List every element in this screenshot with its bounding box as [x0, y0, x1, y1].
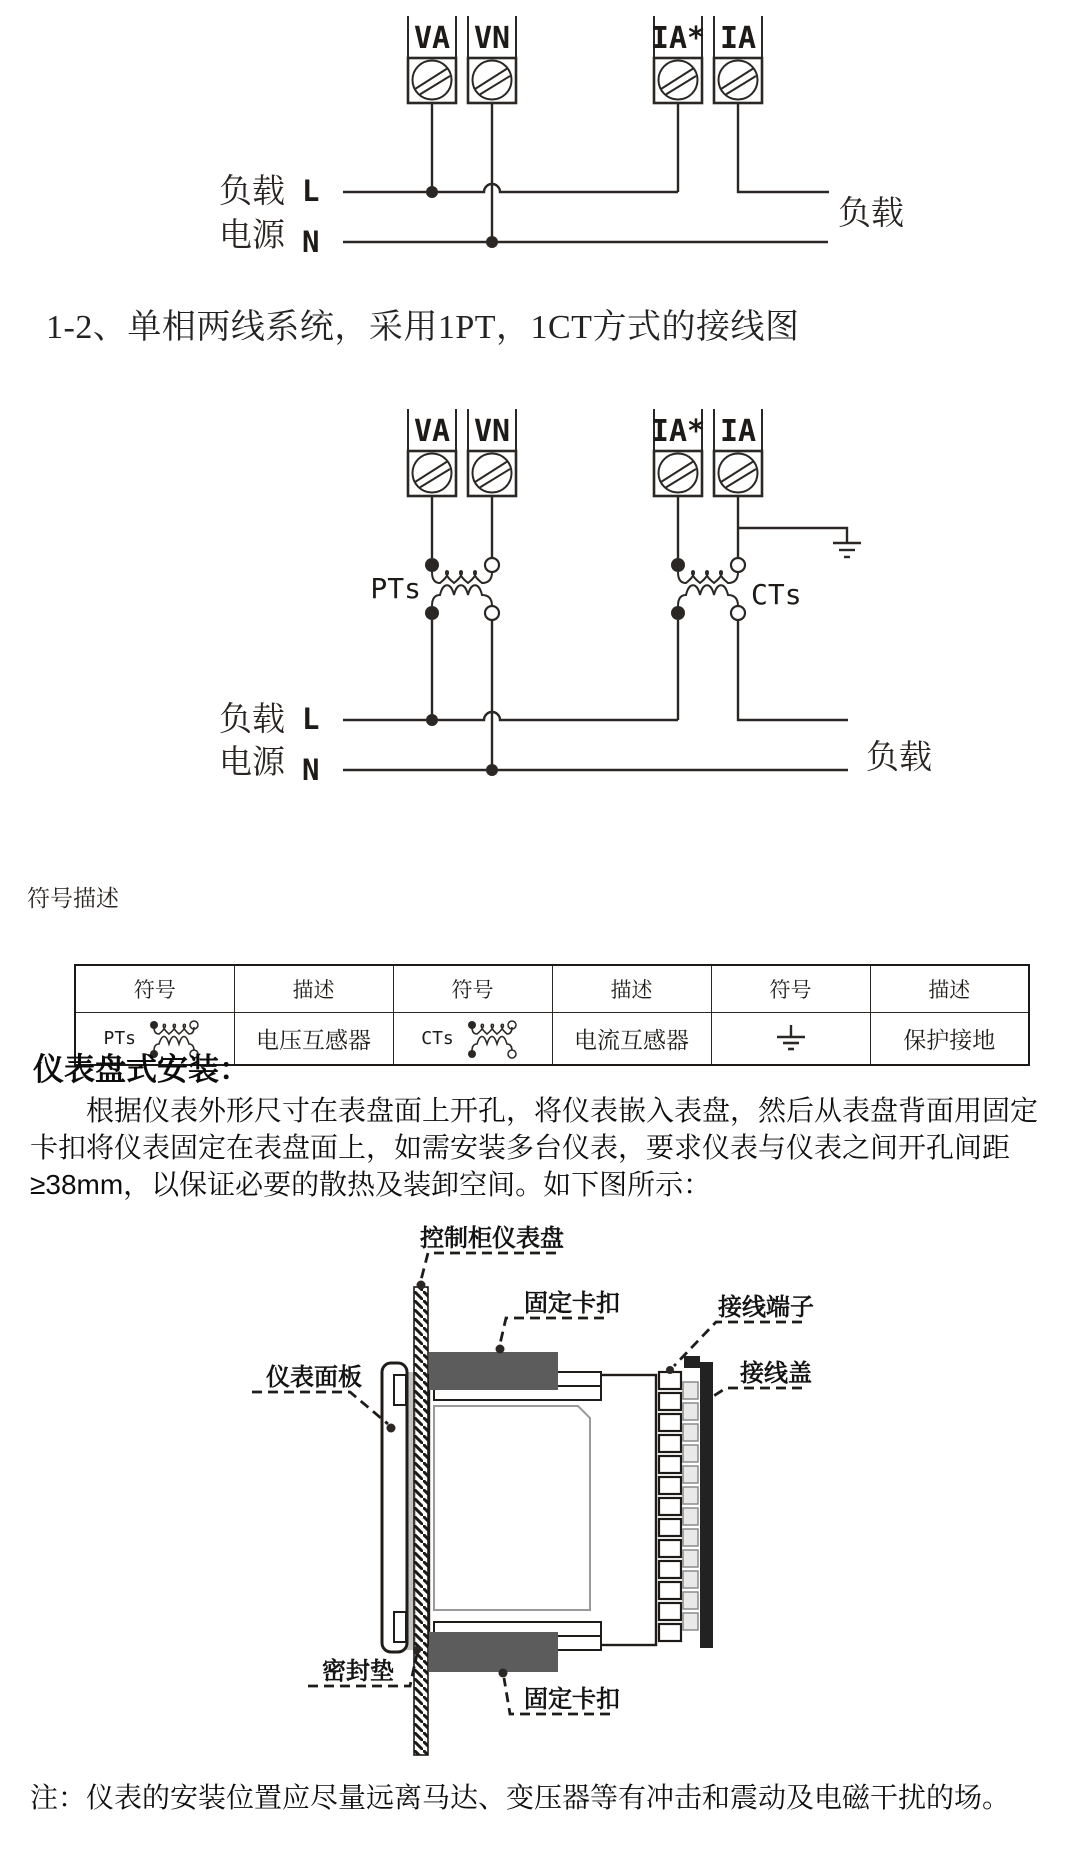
pt-transformer	[370, 496, 499, 620]
meter-front-bezel	[382, 1363, 407, 1652]
ct-symbol-cell	[393, 1013, 552, 1066]
ct-symbol-icon	[460, 1017, 524, 1061]
source-label-line1: 负载	[219, 702, 285, 738]
leader-dot	[387, 1424, 396, 1433]
secondary-winding	[432, 585, 492, 606]
meter-front-panel-text: 仪表面板	[266, 1364, 362, 1391]
terminal-cover-bar	[700, 1362, 713, 1648]
terminal-ia-star	[651, 16, 705, 103]
symbol-table-caption: 符号描述	[27, 886, 119, 911]
line-l-label: L	[302, 702, 320, 736]
line-l-wire	[343, 712, 678, 720]
terminal-label-va: VA	[413, 414, 451, 449]
wiring-terminals-text: 接线端子	[718, 1294, 814, 1321]
fixing-clip-bottom-text: 固定卡扣	[524, 1686, 620, 1713]
fixing-clip-top-text: 固定卡扣	[524, 1290, 620, 1317]
wire-ia-to-load	[738, 103, 829, 192]
header-cell: 符号	[75, 965, 234, 1013]
ground-symbol-icon	[771, 1022, 811, 1056]
polarity-circle	[485, 558, 499, 572]
terminal-block	[659, 1356, 700, 1641]
polarity-circle	[485, 606, 499, 620]
leader-dot	[666, 1366, 674, 1374]
header-cell: 描述	[552, 965, 711, 1013]
screw-icon	[654, 451, 702, 496]
screw-icon	[468, 58, 516, 103]
terminal-ia	[714, 409, 762, 496]
seal-gasket-text: 密封垫	[322, 1658, 394, 1685]
ground-desc-cell: 保护接地	[870, 1013, 1029, 1066]
source-label-line2: 电源	[219, 218, 285, 254]
terminal-label-ia-star: IA*	[650, 21, 706, 56]
screw-icon	[714, 451, 762, 496]
line-l-wire	[343, 184, 678, 192]
screw-icon	[408, 451, 456, 496]
wiring-diagram-direct	[0, 0, 1080, 272]
label-cabinet-panel	[417, 1224, 565, 1290]
polarity-dot	[425, 558, 439, 572]
install-section-heading: 仪表盘式安装：	[33, 1052, 250, 1087]
load-label: 负载	[866, 740, 932, 776]
leader-dot	[413, 1646, 421, 1654]
label-meter-front-panel	[252, 1363, 396, 1433]
polarity-dot	[671, 558, 685, 572]
label-fixing-clip-top	[496, 1290, 621, 1354]
symbol-table-header-row	[75, 965, 1029, 1013]
ct-label: CTs	[751, 578, 802, 611]
junction-dot	[426, 186, 438, 198]
leader-dot	[417, 1281, 426, 1290]
header-cell: 描述	[234, 965, 393, 1013]
screw-icon	[714, 58, 762, 103]
terminal-ia-star	[651, 409, 705, 496]
source-label-line1: 负载	[219, 174, 285, 210]
ground-symbol-cell	[711, 1013, 870, 1066]
bezel-tab-top	[394, 1375, 406, 1405]
label-fixing-clip-bottom	[499, 1669, 621, 1715]
screw-icon	[468, 451, 516, 496]
wiring-diagram-1pt-1ct	[0, 355, 1080, 827]
terminal-vn	[468, 16, 516, 103]
terminal-va	[408, 16, 456, 103]
install-note: 注：仪表的安装位置应尽量远离马达、变压器等有冲击和震动及电磁干扰的场。	[30, 1782, 1011, 1813]
fixing-clip-bottom	[429, 1632, 558, 1672]
polarity-circle	[731, 558, 745, 572]
cabinet-panel-strip	[414, 1287, 428, 1755]
line-l-label: L	[302, 174, 320, 208]
terminal-ia	[714, 16, 762, 103]
junction-dot	[426, 714, 438, 726]
ground-branch-wire	[738, 528, 847, 542]
ground-icon	[833, 543, 861, 557]
junction-dot	[486, 764, 498, 776]
load-label: 负载	[838, 196, 904, 232]
ct-abbr: CTs	[421, 1028, 454, 1049]
polarity-circle	[731, 606, 745, 620]
terminal-label-va: VA	[413, 21, 451, 56]
meter-inner-module	[434, 1406, 590, 1610]
label-terminal-cover	[709, 1360, 812, 1399]
line-n-label: N	[302, 225, 320, 259]
header-cell: 符号	[711, 965, 870, 1013]
polarity-dot	[671, 606, 685, 620]
header-cell: 符号	[393, 965, 552, 1013]
terminal-label-ia: IA	[719, 21, 757, 56]
fixing-clip-top	[429, 1352, 558, 1390]
screw-icon	[408, 58, 456, 103]
junction-dot	[486, 236, 498, 248]
terminal-vn	[468, 409, 516, 496]
terminal-cover-text: 接线盖	[740, 1360, 812, 1387]
section-heading: 1-2、单相两线系统，采用1PT，1CT方式的接线图	[46, 309, 800, 346]
pt-desc-cell: 电压互感器	[234, 1013, 393, 1066]
leader-dot	[496, 1345, 505, 1354]
polarity-dot	[425, 606, 439, 620]
leader-dot	[499, 1669, 508, 1678]
cabinet-panel-text: 控制柜仪表盘	[420, 1225, 564, 1252]
terminal-label-vn: VN	[473, 414, 511, 449]
terminal-label-ia-star: IA*	[650, 414, 706, 449]
label-seal-gasket	[308, 1646, 421, 1686]
primary-winding	[678, 571, 738, 583]
pt-label: PTs	[370, 572, 421, 605]
install-paragraph: 根据仪表外形尺寸在表盘面上开孔，将仪表嵌入表盘，然后从表盘背面用固定卡扣将仪表固定在表盘面上，如需安装多台仪表，要求仪表与仪表之间开孔间距≥38mm，以保证必要的散热及装卸空间。如下图所示：	[30, 1095, 1039, 1200]
terminal-label-ia: IA	[719, 414, 757, 449]
pt-abbr: PTs	[103, 1028, 136, 1049]
ct-desc-cell: 电流互感器	[552, 1013, 711, 1066]
ct-transformer	[671, 496, 861, 620]
terminal-va	[408, 409, 456, 496]
header-cell: 描述	[870, 965, 1029, 1013]
primary-winding	[432, 571, 492, 583]
screw-icon	[654, 58, 702, 103]
terminal-screw	[684, 1356, 700, 1368]
bezel-tab-bottom	[394, 1612, 406, 1642]
secondary-winding	[678, 585, 738, 606]
installation-figure	[0, 1210, 1080, 1780]
source-label-line2: 电源	[219, 745, 285, 781]
terminal-label-vn: VN	[473, 21, 511, 56]
line-n-label: N	[302, 753, 320, 787]
wire-ct-to-load	[738, 620, 848, 720]
